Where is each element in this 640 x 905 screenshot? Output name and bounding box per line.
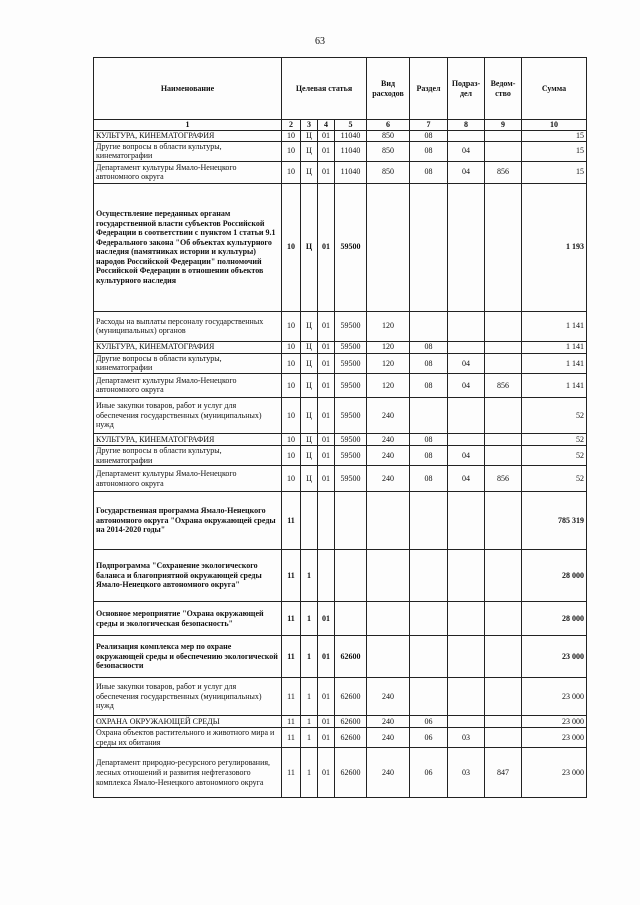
dept-code: 847	[485, 748, 522, 798]
target-subprogram: Ц	[301, 341, 318, 353]
target-program: 10	[282, 141, 301, 161]
row-sum: 52	[522, 433, 587, 445]
table-row	[94, 311, 587, 341]
target-program: 11	[282, 748, 301, 798]
row-sum: 28 000	[522, 550, 587, 602]
target-program: 11	[282, 728, 301, 748]
row-name: Иные закупки товаров, работ и услуг для обеспечения государственных (муниципальных) нужд	[94, 397, 282, 433]
section-code: 08	[410, 445, 448, 465]
table-row	[94, 445, 587, 465]
expense-kind: 240	[367, 433, 410, 445]
target-direction: 59500	[335, 397, 367, 433]
row-name: Департамент природно-ресурсного регулирования, лесных отношений и развития нефтегазового комплекса Ямало-Ненецкого автономного округа	[94, 748, 282, 798]
expense-kind: 240	[367, 466, 410, 492]
expense-kind: 240	[367, 678, 410, 716]
section-code	[410, 397, 448, 433]
dept-code	[485, 433, 522, 445]
target-measure: 01	[318, 183, 335, 311]
target-direction: 11040	[335, 161, 367, 183]
dept-code	[485, 550, 522, 602]
target-program: 11	[282, 550, 301, 602]
target-measure: 01	[318, 445, 335, 465]
target-direction: 11040	[335, 131, 367, 142]
section-code: 08	[410, 141, 448, 161]
subsection-code	[448, 716, 485, 728]
target-subprogram: Ц	[301, 397, 318, 433]
header-sum: Сумма	[522, 58, 587, 120]
row-name: Реализация комплекса мер по охране окружающей среды и обеспечению экологической безопасности	[94, 636, 282, 678]
table-row	[94, 183, 587, 311]
dept-code	[485, 353, 522, 373]
table-row	[94, 716, 587, 728]
target-measure: 01	[318, 716, 335, 728]
header-kind: Вид расходов	[367, 58, 410, 120]
subsection-code	[448, 311, 485, 341]
target-direction: 59500	[335, 433, 367, 445]
expense-kind: 120	[367, 353, 410, 373]
target-subprogram: Ц	[301, 445, 318, 465]
target-subprogram: Ц	[301, 183, 318, 311]
target-program: 10	[282, 161, 301, 183]
col-number: 3	[301, 120, 318, 131]
subsection-code: 04	[448, 466, 485, 492]
target-direction	[335, 550, 367, 602]
target-measure: 01	[318, 748, 335, 798]
dept-code	[485, 131, 522, 142]
expense-kind: 120	[367, 341, 410, 353]
target-subprogram: 1	[301, 716, 318, 728]
target-measure: 01	[318, 466, 335, 492]
target-direction: 62600	[335, 748, 367, 798]
col-number: 2	[282, 120, 301, 131]
dept-code	[485, 311, 522, 341]
table-row	[94, 141, 587, 161]
target-program: 11	[282, 492, 301, 550]
row-sum: 23 000	[522, 678, 587, 716]
row-sum: 1 141	[522, 311, 587, 341]
target-program: 10	[282, 397, 301, 433]
target-direction: 59500	[335, 373, 367, 397]
table-row	[94, 636, 587, 678]
target-direction	[335, 492, 367, 550]
subsection-code	[448, 433, 485, 445]
target-direction: 62600	[335, 636, 367, 678]
target-measure	[318, 492, 335, 550]
target-subprogram: 1	[301, 602, 318, 636]
subsection-code	[448, 636, 485, 678]
row-name: Департамент культуры Ямало-Ненецкого автономного округа	[94, 161, 282, 183]
row-name: Государственная программа Ямало-Ненецкого автономного округа "Охрана окружающей среды на 2014-2020 годы"	[94, 492, 282, 550]
expense-kind: 120	[367, 373, 410, 397]
target-measure: 01	[318, 311, 335, 341]
subsection-code	[448, 550, 485, 602]
expense-kind	[367, 550, 410, 602]
dept-code: 856	[485, 373, 522, 397]
dept-code	[485, 728, 522, 748]
subsection-code	[448, 341, 485, 353]
table-row	[94, 748, 587, 798]
target-direction: 59500	[335, 183, 367, 311]
target-direction: 59500	[335, 353, 367, 373]
target-subprogram: 1	[301, 728, 318, 748]
table-row	[94, 161, 587, 183]
row-name: Основное мероприятие "Охрана окружающей среды и экологическая безопасность"	[94, 602, 282, 636]
expense-kind: 120	[367, 311, 410, 341]
col-number: 4	[318, 120, 335, 131]
row-sum: 1 141	[522, 341, 587, 353]
target-program: 10	[282, 353, 301, 373]
row-sum: 15	[522, 131, 587, 142]
target-measure: 01	[318, 728, 335, 748]
dept-code	[485, 141, 522, 161]
table-row	[94, 550, 587, 602]
col-number: 7	[410, 120, 448, 131]
target-direction: 62600	[335, 716, 367, 728]
row-name: КУЛЬТУРА, КИНЕМАТОГРАФИЯ	[94, 341, 282, 353]
dept-code	[485, 678, 522, 716]
row-name: Расходы на выплаты персоналу государственных (муниципальных) органов	[94, 311, 282, 341]
row-sum: 15	[522, 161, 587, 183]
header-name: Наименование	[94, 58, 282, 120]
table-row	[94, 397, 587, 433]
dept-code	[485, 183, 522, 311]
target-program: 10	[282, 433, 301, 445]
target-subprogram: Ц	[301, 373, 318, 397]
section-code	[410, 550, 448, 602]
target-subprogram: Ц	[301, 466, 318, 492]
table-row	[94, 433, 587, 445]
header-section: Раздел	[410, 58, 448, 120]
target-direction	[335, 602, 367, 636]
dept-code	[485, 341, 522, 353]
row-sum: 1 141	[522, 373, 587, 397]
row-sum: 52	[522, 445, 587, 465]
subsection-code: 04	[448, 141, 485, 161]
section-code: 08	[410, 373, 448, 397]
target-measure: 01	[318, 373, 335, 397]
target-program: 10	[282, 341, 301, 353]
target-measure	[318, 550, 335, 602]
row-sum: 785 319	[522, 492, 587, 550]
row-name: Подпрограмма "Сохранение экологического баланса и благоприятной окружающей среды Ямало-Ненецкого автономного округа"	[94, 550, 282, 602]
table-row	[94, 466, 587, 492]
budget-table	[93, 57, 587, 798]
subsection-code	[448, 397, 485, 433]
target-program: 11	[282, 678, 301, 716]
subsection-code	[448, 131, 485, 142]
row-name: Другие вопросы в области культуры, кинематографии	[94, 141, 282, 161]
target-measure: 01	[318, 353, 335, 373]
row-sum: 23 000	[522, 728, 587, 748]
expense-kind	[367, 183, 410, 311]
target-measure: 01	[318, 341, 335, 353]
expense-kind: 240	[367, 716, 410, 728]
column-number-row	[94, 120, 587, 131]
expense-kind: 240	[367, 748, 410, 798]
section-code	[410, 183, 448, 311]
target-subprogram: 1	[301, 550, 318, 602]
row-sum: 15	[522, 141, 587, 161]
table-row	[94, 728, 587, 748]
target-subprogram: 1	[301, 636, 318, 678]
target-measure: 01	[318, 678, 335, 716]
row-name: КУЛЬТУРА, КИНЕМАТОГРАФИЯ	[94, 131, 282, 142]
target-measure: 01	[318, 397, 335, 433]
subsection-code: 04	[448, 161, 485, 183]
row-name: Департамент культуры Ямало-Ненецкого автономного округа	[94, 373, 282, 397]
target-direction: 59500	[335, 311, 367, 341]
expense-kind	[367, 492, 410, 550]
row-name: Другие вопросы в области культуры, кинематографии	[94, 353, 282, 373]
section-code	[410, 678, 448, 716]
subsection-code	[448, 678, 485, 716]
dept-code: 856	[485, 161, 522, 183]
target-program: 11	[282, 636, 301, 678]
target-program: 10	[282, 131, 301, 142]
target-measure: 01	[318, 161, 335, 183]
target-measure: 01	[318, 602, 335, 636]
target-measure: 01	[318, 131, 335, 142]
row-name: Другие вопросы в области культуры, кинематографии	[94, 445, 282, 465]
target-subprogram: Ц	[301, 161, 318, 183]
target-subprogram: Ц	[301, 311, 318, 341]
section-code: 08	[410, 433, 448, 445]
target-program: 10	[282, 311, 301, 341]
subsection-code	[448, 602, 485, 636]
expense-kind: 240	[367, 445, 410, 465]
expense-kind	[367, 636, 410, 678]
target-direction: 59500	[335, 341, 367, 353]
dept-code: 856	[485, 466, 522, 492]
target-direction: 62600	[335, 728, 367, 748]
target-subprogram: Ц	[301, 433, 318, 445]
section-code: 08	[410, 353, 448, 373]
subsection-code: 04	[448, 373, 485, 397]
dept-code	[485, 636, 522, 678]
row-name: ОХРАНА ОКРУЖАЮЩЕЙ СРЕДЫ	[94, 716, 282, 728]
subsection-code	[448, 183, 485, 311]
row-name: Департамент культуры Ямало-Ненецкого автономного округа	[94, 466, 282, 492]
table-row	[94, 492, 587, 550]
subsection-code: 04	[448, 353, 485, 373]
header-dept: Ведом-ство	[485, 58, 522, 120]
table-body	[94, 131, 587, 798]
col-number: 1	[94, 120, 282, 131]
target-direction: 11040	[335, 141, 367, 161]
section-code	[410, 311, 448, 341]
row-sum: 1 193	[522, 183, 587, 311]
subsection-code: 04	[448, 445, 485, 465]
table-row	[94, 341, 587, 353]
col-number: 6	[367, 120, 410, 131]
subsection-code	[448, 492, 485, 550]
section-code	[410, 602, 448, 636]
table-header-row	[94, 58, 587, 120]
expense-kind	[367, 602, 410, 636]
section-code: 06	[410, 748, 448, 798]
table-row	[94, 373, 587, 397]
expense-kind: 240	[367, 397, 410, 433]
section-code	[410, 636, 448, 678]
row-sum: 23 000	[522, 716, 587, 728]
target-program: 10	[282, 445, 301, 465]
target-subprogram: 1	[301, 748, 318, 798]
row-sum: 1 141	[522, 353, 587, 373]
header-subsection: Подраз-дел	[448, 58, 485, 120]
expense-kind: 240	[367, 728, 410, 748]
dept-code	[485, 445, 522, 465]
header-target: Целевая статья	[282, 58, 367, 120]
dept-code	[485, 492, 522, 550]
page-number: 63	[315, 36, 325, 47]
section-code: 08	[410, 161, 448, 183]
row-sum: 52	[522, 466, 587, 492]
expense-kind: 850	[367, 141, 410, 161]
target-measure: 01	[318, 636, 335, 678]
target-subprogram: Ц	[301, 131, 318, 142]
target-program: 10	[282, 183, 301, 311]
target-measure: 01	[318, 433, 335, 445]
section-code: 08	[410, 466, 448, 492]
expense-kind: 850	[367, 161, 410, 183]
target-direction: 59500	[335, 466, 367, 492]
target-subprogram: 1	[301, 678, 318, 716]
dept-code	[485, 397, 522, 433]
section-code: 08	[410, 341, 448, 353]
table-row	[94, 678, 587, 716]
dept-code	[485, 602, 522, 636]
section-code: 06	[410, 728, 448, 748]
target-direction: 59500	[335, 445, 367, 465]
row-sum: 23 000	[522, 636, 587, 678]
row-name: Охрана объектов растительного и животного мира и среды их обитания	[94, 728, 282, 748]
col-number: 5	[335, 120, 367, 131]
table-row	[94, 602, 587, 636]
col-number: 10	[522, 120, 587, 131]
section-code: 06	[410, 716, 448, 728]
row-sum: 52	[522, 397, 587, 433]
row-sum: 28 000	[522, 602, 587, 636]
target-subprogram: Ц	[301, 353, 318, 373]
dept-code	[485, 716, 522, 728]
subsection-code: 03	[448, 728, 485, 748]
col-number: 9	[485, 120, 522, 131]
row-name: Осуществление переданных органам государственной власти субъектов Российской Федерации в соответствии с пунктом 1 статьи 9.1 Федерального закона "Об объектах культурного наследия (памятниках истории и культуры) народов Российской Федерации" полномочий Российской Федерации в отношении объектов культурного наследия	[94, 183, 282, 311]
target-subprogram	[301, 492, 318, 550]
section-code: 08	[410, 131, 448, 142]
target-program: 10	[282, 466, 301, 492]
target-program: 10	[282, 373, 301, 397]
section-code	[410, 492, 448, 550]
col-number: 8	[448, 120, 485, 131]
row-sum: 23 000	[522, 748, 587, 798]
target-program: 11	[282, 716, 301, 728]
expense-kind: 850	[367, 131, 410, 142]
target-direction: 62600	[335, 678, 367, 716]
subsection-code: 03	[448, 748, 485, 798]
target-subprogram: Ц	[301, 141, 318, 161]
target-measure: 01	[318, 141, 335, 161]
row-name: КУЛЬТУРА, КИНЕМАТОГРАФИЯ	[94, 433, 282, 445]
target-program: 11	[282, 602, 301, 636]
table-row	[94, 353, 587, 373]
row-name: Иные закупки товаров, работ и услуг для обеспечения государственных (муниципальных) нужд	[94, 678, 282, 716]
table-row	[94, 131, 587, 142]
